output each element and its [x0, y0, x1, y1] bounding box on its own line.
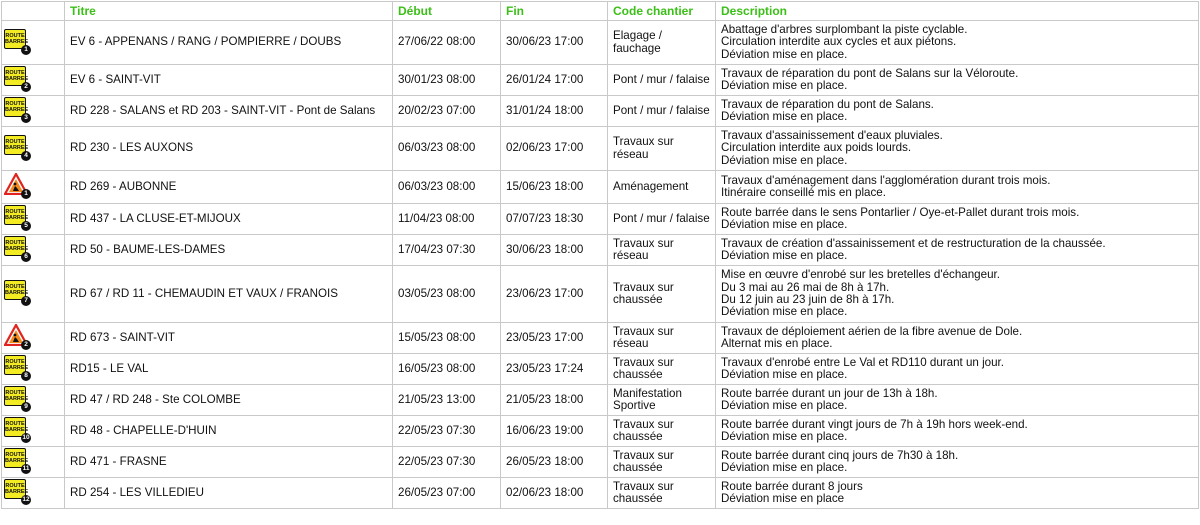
route-barree-icon: [4, 29, 30, 53]
cell-debut: 16/05/23 08:00: [393, 354, 501, 385]
cell-debut: 15/05/23 08:00: [393, 323, 501, 354]
route-barree-sign: ROUTE BARREE: [4, 66, 26, 86]
cell-titre: RD 50 - BAUME-LES-DAMES: [65, 235, 393, 266]
row-icon-cell: [2, 96, 65, 127]
table-row: [2, 127, 1199, 171]
table-row: [2, 235, 1199, 266]
route-barree-icon: [4, 97, 30, 121]
table-row: [2, 65, 1199, 96]
row-number-badge: 11: [22, 465, 30, 473]
cell-debut: 27/06/22 08:00: [393, 21, 501, 65]
cell-code-chantier: Travaux sur réseau: [608, 235, 716, 266]
roadwork-warning-icon: [4, 324, 30, 348]
row-number-badge: 1: [21, 189, 31, 199]
route-barree-sign: ROUTE BARREE: [4, 97, 26, 117]
cell-fin: 02/06/23 17:00: [501, 127, 608, 171]
header-debut: Début: [393, 2, 501, 21]
row-icon-cell: [2, 385, 65, 416]
route-barree-icon: [4, 66, 30, 90]
row-icon-cell: [2, 21, 65, 65]
cell-description: Route barrée durant cinq jours de 7h30 à 18h. Déviation mise en place.: [716, 447, 1199, 478]
cell-fin: 15/06/23 18:00: [501, 171, 608, 204]
table-row: [2, 385, 1199, 416]
row-icon-cell: [2, 266, 65, 323]
header-titre: Titre: [65, 2, 393, 21]
cell-code-chantier: Pont / mur / falaise: [608, 96, 716, 127]
table-row: [2, 354, 1199, 385]
route-barree-sign: ROUTE BARREE: [4, 417, 26, 437]
route-barree-icon: [4, 205, 30, 229]
row-number-badge: 7: [21, 296, 31, 306]
route-barree-icon: [4, 479, 30, 503]
cell-code-chantier: Travaux sur réseau: [608, 323, 716, 354]
row-number-badge: 4: [21, 151, 31, 161]
cell-titre: RD 230 - LES AUXONS: [65, 127, 393, 171]
route-barree-sign: ROUTE BARREE: [4, 236, 26, 256]
table-body: [2, 21, 1199, 509]
route-barree-sign: ROUTE BARREE: [4, 135, 26, 155]
cell-code-chantier: Travaux sur chaussée: [608, 478, 716, 509]
route-barree-icon: [4, 280, 30, 304]
cell-titre: EV 6 - SAINT-VIT: [65, 65, 393, 96]
row-icon-cell: [2, 416, 65, 447]
cell-titre: RD 673 - SAINT-VIT: [65, 323, 393, 354]
cell-debut: 26/05/23 07:00: [393, 478, 501, 509]
header-icon: [2, 2, 65, 21]
cell-titre: RD 471 - FRASNE: [65, 447, 393, 478]
route-barree-icon: [4, 417, 30, 441]
cell-fin: 30/06/23 18:00: [501, 235, 608, 266]
header-fin: Fin: [501, 2, 608, 21]
roadwork-warning-icon: [4, 173, 30, 197]
cell-debut: 22/05/23 07:30: [393, 416, 501, 447]
cell-debut: 20/02/23 07:00: [393, 96, 501, 127]
cell-description: Travaux de création d'assainissement et de restructuration de la chaussée. Déviation mise en place.: [716, 235, 1199, 266]
row-number-badge: 1: [21, 45, 31, 55]
cell-titre: EV 6 - APPENANS / RANG / POMPIERRE / DOUBS: [65, 21, 393, 65]
cell-fin: 23/05/23 17:00: [501, 323, 608, 354]
cell-code-chantier: Travaux sur chaussée: [608, 416, 716, 447]
cell-fin: 26/05/23 18:00: [501, 447, 608, 478]
cell-description: Route barrée durant un jour de 13h à 18h. Déviation mise en place.: [716, 385, 1199, 416]
cell-fin: 07/07/23 18:30: [501, 204, 608, 235]
header-description: Description: [716, 2, 1199, 21]
table-row: [2, 323, 1199, 354]
row-icon-cell: [2, 447, 65, 478]
cell-description: Route barrée dans le sens Pontarlier / Oye-et-Pallet durant trois mois. Déviation mise en place.: [716, 204, 1199, 235]
route-barree-icon: [4, 448, 30, 472]
route-barree-sign: ROUTE BARREE: [4, 386, 26, 406]
cell-code-chantier: Travaux sur réseau: [608, 127, 716, 171]
cell-description: Travaux d'aménagement dans l'agglomération durant trois mois. Itinéraire conseillé mis en place.: [716, 171, 1199, 204]
cell-debut: 03/05/23 08:00: [393, 266, 501, 323]
cell-description: Route barrée durant 8 jours Déviation mise en place: [716, 478, 1199, 509]
table-row: [2, 21, 1199, 65]
cell-description: Travaux de réparation du pont de Salans sur la Véloroute. Déviation mise en place.: [716, 65, 1199, 96]
row-icon-cell: [2, 478, 65, 509]
row-icon-cell: [2, 65, 65, 96]
cell-fin: 26/01/24 17:00: [501, 65, 608, 96]
cell-titre: RD 228 - SALANS et RD 203 - SAINT-VIT - Pont de Salans: [65, 96, 393, 127]
route-barree-icon: [4, 386, 30, 410]
row-number-badge: 6: [21, 252, 31, 262]
cell-code-chantier: Travaux sur chaussée: [608, 266, 716, 323]
cell-description: Abattage d'arbres surplombant la piste cyclable. Circulation interdite aux cycles et aux piétons. Déviation mise en place.: [716, 21, 1199, 65]
table-row: [2, 171, 1199, 204]
cell-fin: 30/06/23 17:00: [501, 21, 608, 65]
cell-code-chantier: Pont / mur / falaise: [608, 65, 716, 96]
cell-description: Route barrée durant vingt jours de 7h à 19h hors week-end. Déviation mise en place.: [716, 416, 1199, 447]
cell-fin: 02/06/23 18:00: [501, 478, 608, 509]
row-icon-cell: [2, 204, 65, 235]
cell-code-chantier: Manifestation Sportive: [608, 385, 716, 416]
table-row: [2, 266, 1199, 323]
cell-description: Travaux d'enrobé entre Le Val et RD110 durant un jour. Déviation mise en place.: [716, 354, 1199, 385]
cell-fin: 23/06/23 17:00: [501, 266, 608, 323]
route-barree-sign: ROUTE BARREE: [4, 479, 26, 499]
route-barree-icon: [4, 236, 30, 260]
row-icon-cell: [2, 171, 65, 204]
row-number-badge: 5: [21, 221, 31, 231]
route-barree-sign: ROUTE BARREE: [4, 29, 26, 49]
row-number-badge: 9: [21, 402, 31, 412]
route-barree-sign: ROUTE BARREE: [4, 355, 26, 375]
row-number-badge: 2: [21, 82, 31, 92]
row-icon-cell: [2, 354, 65, 385]
cell-description: Mise en œuvre d'enrobé sur les bretelles d'échangeur. Du 3 mai au 26 mai de 8h à 17h. Du 12 juin au 23 juin de 8h à 17h. Déviation mise en place.: [716, 266, 1199, 323]
route-barree-sign: ROUTE BARREE: [4, 205, 26, 225]
cell-code-chantier: Pont / mur / falaise: [608, 204, 716, 235]
cell-titre: RD 48 - CHAPELLE-D'HUIN: [65, 416, 393, 447]
cell-fin: 23/05/23 17:24: [501, 354, 608, 385]
cell-code-chantier: Travaux sur chaussée: [608, 354, 716, 385]
row-icon-cell: [2, 323, 65, 354]
table-row: [2, 416, 1199, 447]
row-number-badge: 2: [21, 340, 31, 350]
table-header-row: [2, 2, 1199, 21]
row-icon-cell: [2, 127, 65, 171]
cell-code-chantier: Aménagement: [608, 171, 716, 204]
cell-fin: 16/06/23 19:00: [501, 416, 608, 447]
cell-description: Travaux d'assainissement d'eaux pluviales. Circulation interdite aux poids lourds. Déviation mise en place.: [716, 127, 1199, 171]
row-icon-cell: [2, 235, 65, 266]
row-number-badge: 8: [21, 371, 31, 381]
row-number-badge: 3: [21, 113, 31, 123]
route-barree-icon: [4, 355, 30, 379]
roadworks-table: [1, 1, 1199, 509]
cell-debut: 22/05/23 07:30: [393, 447, 501, 478]
cell-titre: RD 269 - AUBONNE: [65, 171, 393, 204]
cell-description: Travaux de déploiement aérien de la fibre avenue de Dole. Alternat mis en place.: [716, 323, 1199, 354]
table-row: [2, 96, 1199, 127]
header-code-chantier: Code chantier: [608, 2, 716, 21]
cell-debut: 06/03/23 08:00: [393, 171, 501, 204]
cell-titre: RD 254 - LES VILLEDIEU: [65, 478, 393, 509]
cell-debut: 11/04/23 08:00: [393, 204, 501, 235]
row-number-badge: 12: [22, 496, 30, 504]
table-row: [2, 478, 1199, 509]
table-row: [2, 447, 1199, 478]
route-barree-sign: ROUTE BARREE: [4, 448, 26, 468]
cell-code-chantier: Elagage / fauchage: [608, 21, 716, 65]
cell-titre: RD15 - LE VAL: [65, 354, 393, 385]
route-barree-sign: ROUTE BARREE: [4, 280, 26, 300]
cell-debut: 30/01/23 08:00: [393, 65, 501, 96]
cell-debut: 06/03/23 08:00: [393, 127, 501, 171]
cell-titre: RD 437 - LA CLUSE-ET-MIJOUX: [65, 204, 393, 235]
cell-debut: 21/05/23 13:00: [393, 385, 501, 416]
table-row: [2, 204, 1199, 235]
cell-titre: RD 67 / RD 11 - CHEMAUDIN ET VAUX / FRANOIS: [65, 266, 393, 323]
cell-debut: 17/04/23 07:30: [393, 235, 501, 266]
cell-fin: 21/05/23 18:00: [501, 385, 608, 416]
route-barree-icon: [4, 135, 30, 159]
cell-description: Travaux de réparation du pont de Salans. Déviation mise en place.: [716, 96, 1199, 127]
cell-code-chantier: Travaux sur chaussée: [608, 447, 716, 478]
cell-fin: 31/01/24 18:00: [501, 96, 608, 127]
cell-titre: RD 47 / RD 248 - Ste COLOMBE: [65, 385, 393, 416]
row-number-badge: 10: [22, 434, 30, 442]
